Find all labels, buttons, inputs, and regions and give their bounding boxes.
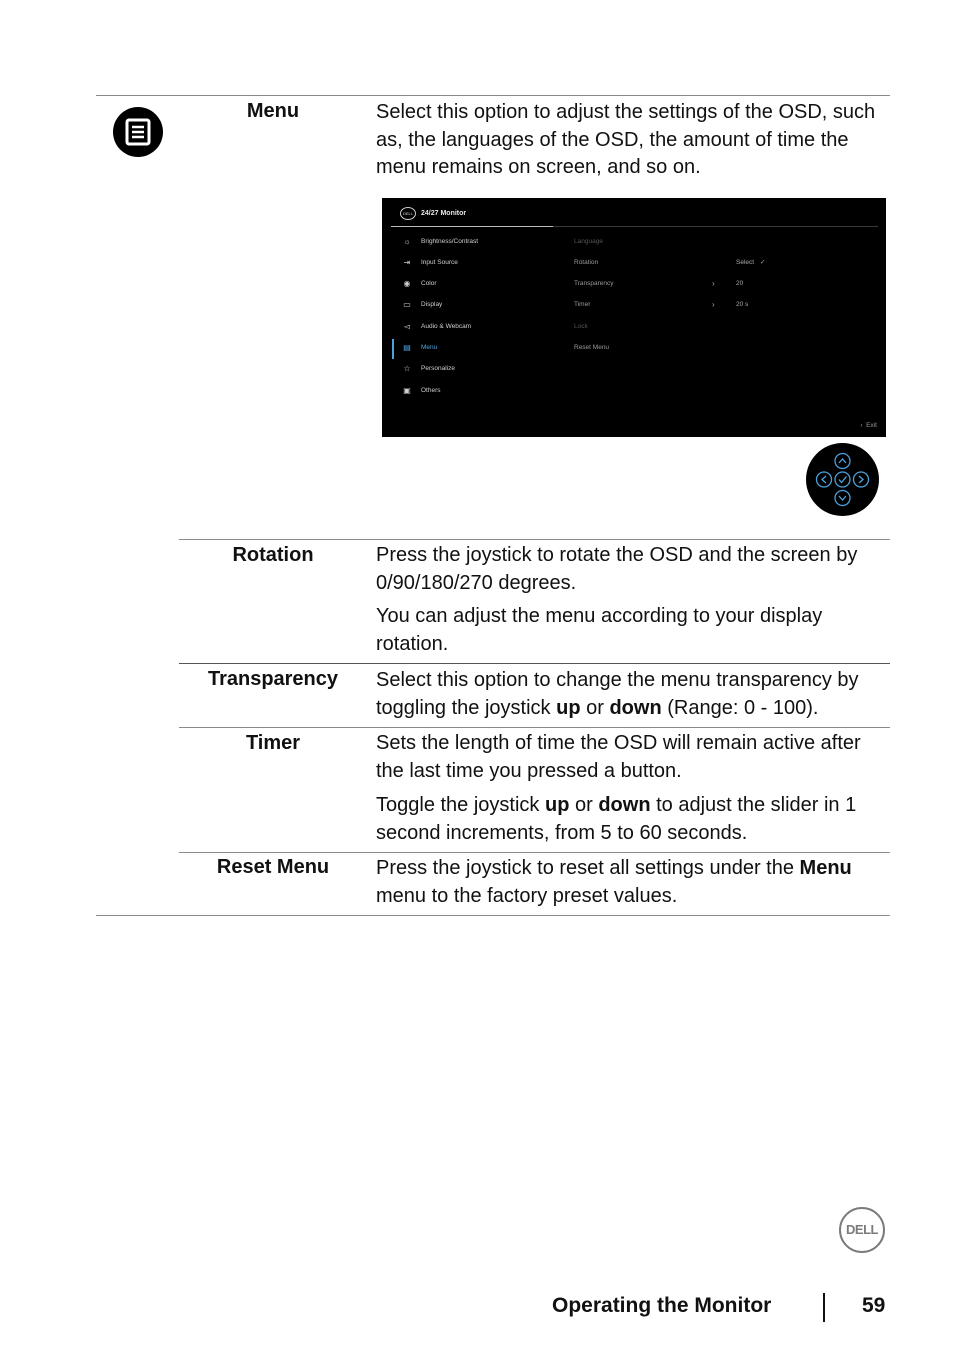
display-icon: ▭ (403, 300, 411, 309)
transparency-label: Transparency (207, 668, 339, 690)
check-icon: ✓ (760, 259, 766, 266)
osd-screenshot (382, 198, 886, 437)
timer-description: Sets the length of time the OSD will remain active after the last time you pressed a button. (376, 732, 861, 782)
dell-logo: DELL (839, 1207, 885, 1253)
joystick-icon (806, 443, 879, 516)
timer-top-rule (179, 727, 890, 728)
menu-description: Select this option to adjust the settings of the OSD, such as, the languages of the OSD, the amount of time the menu remains on screen, and so on. (376, 101, 876, 178)
osd-sub-transparency[interactable]: Transparency (574, 280, 614, 287)
osd-active-indicator (392, 339, 394, 359)
osd-divider-right (553, 226, 878, 227)
chevron-right-icon: › (712, 279, 715, 288)
color-palette-icon: ◉ (403, 279, 411, 288)
timer-label: Timer (245, 732, 301, 754)
menu-icon: ▤ (403, 343, 411, 352)
transparency-description: Select this option to change the menu transparency by toggling the joystick up or down (Range: 0 - 100). (376, 669, 859, 719)
brightness-icon: ☼ (403, 237, 411, 246)
page-number: 59 (862, 1294, 886, 1317)
osd-item-display[interactable]: Display (421, 301, 443, 308)
osd-sub-timer[interactable]: Timer (574, 301, 591, 308)
osd-sub-reset-menu[interactable]: Reset Menu (574, 344, 610, 351)
osd-item-brightness[interactable]: Brightness/Contrast (421, 238, 479, 245)
input-source-icon: ⇥ (403, 258, 411, 267)
osd-exit[interactable]: ‹ Exit (860, 422, 877, 429)
osd-title: 24/27 Monitor (421, 210, 467, 217)
osd-dell-logo: DELL (400, 207, 416, 220)
osd-item-personalize[interactable]: Personalize (421, 365, 455, 372)
osd-rotation-value: Select (736, 259, 755, 266)
osd-timer-value: 20 s (736, 301, 749, 308)
timer-description-2: Toggle the joystick up or down to adjust the slider in 1 second increments, from 5 to 60 seconds. (376, 794, 857, 844)
osd-item-color[interactable]: Color (421, 280, 437, 287)
others-icon: ▣ (403, 386, 411, 395)
footer-divider (823, 1293, 825, 1322)
osd-sub-rotation[interactable]: Rotation (574, 259, 599, 266)
table-bottom-rule (96, 915, 890, 916)
footer-section-title: Operating the Monitor (552, 1294, 772, 1317)
osd-transparency-value: 20 (736, 280, 744, 287)
rotation-label: Rotation (232, 544, 314, 566)
transparency-top-rule (179, 663, 890, 664)
chevron-right-icon: › (712, 300, 715, 309)
rotation-description-2: You can adjust the menu according to your display rotation. (376, 605, 823, 655)
osd-sub-lock[interactable]: Lock (574, 323, 588, 330)
reset-menu-label: Reset Menu (216, 856, 330, 878)
reset-menu-description: Press the joystick to reset all settings under the Menu menu to the factory preset values. (376, 857, 852, 907)
rotation-description: Press the joystick to rotate the OSD and the screen by 0/90/180/270 degrees. (376, 544, 858, 594)
osd-item-input-source[interactable]: Input Source (421, 259, 458, 266)
osd-item-others[interactable]: Others (421, 387, 441, 394)
osd-exit-label: Exit (866, 422, 877, 429)
star-icon: ☆ (403, 364, 411, 373)
speaker-icon: ◅ (403, 322, 411, 331)
menu-label: Menu (246, 100, 300, 122)
rotation-top-rule (179, 539, 890, 540)
osd-divider-left (391, 226, 553, 227)
reset-top-rule (179, 852, 890, 853)
menu-icon (113, 107, 163, 157)
osd-item-menu[interactable]: Menu (421, 344, 438, 351)
osd-item-audio-webcam[interactable]: Audio & Webcam (421, 323, 472, 330)
osd-sub-language[interactable]: Language (574, 238, 603, 245)
table-top-rule (96, 95, 890, 96)
